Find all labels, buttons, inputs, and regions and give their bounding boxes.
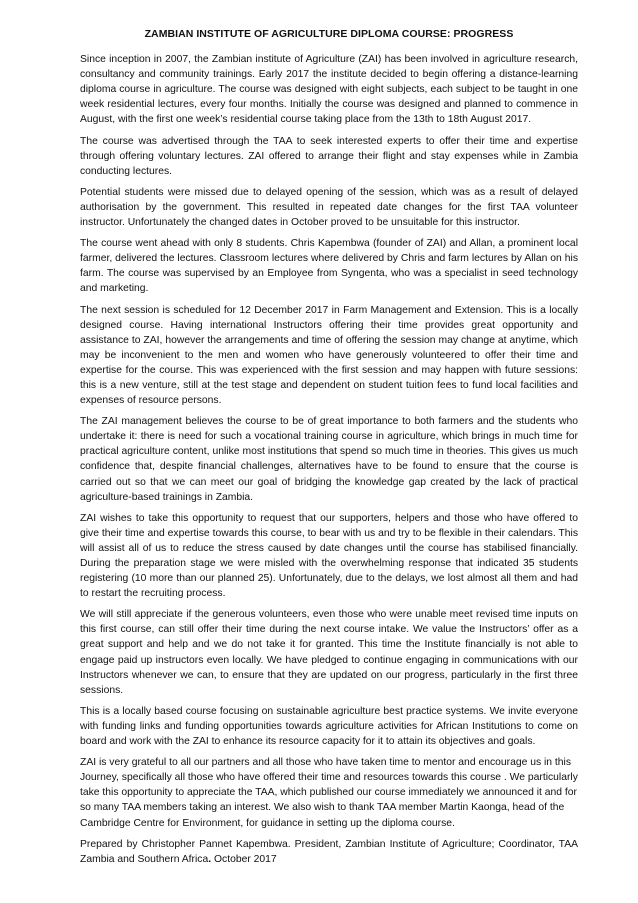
prepared-by-line [80,837,578,867]
prepared-by-dot: . [208,853,212,865]
paragraph-management-believes: The ZAI management believes the course to be of great importance to both farmers and the students who undertake it: there is need for such a vocational training course in agriculture, which brings in much time for practical agriculture content, unlike most institutions that spend so much time in theories. This gives us much confidence that, despite financial challenges, alternatives have to be found to ensure that the course is carried out so that we can meet our goal of bridging the knowledge gap created by the lack of practical agriculture-based trainings in Zambia. [80,416,578,503]
paragraph-next-session: The next session is scheduled for 12 December 2017 in Farm Management and Extension. This is a locally designed course. Having international Instructors offering their time provides great opportunity and assistance to ZAI, however the arrangements and time of offering the session may change at anytime, which may be inconvenient to the men and women who have generously volunteered to offer their time and expertise for the course. This was experienced with the first session and may happen with future sessions: this is a new venture, still at the test stage and dependent on student tuition fees to fund local facilities and expenses of resource persons. [80,304,578,407]
prepared-by-text: Prepared by Christopher Pannet Kapembwa. President, Zambian Institute of Agriculture; Coordinator, TAA Zambia and Southern Africa [80,838,578,865]
paragraph-gratitude: ZAI is very grateful to all our partners and all those who have taken time to mentor and encourage us in this Journey, specifically all those who have offered their time and resources towards this course . We particularly take this opportunity to appreciate the TAA, which published our course immediately we announced it and for so many TAA members taking an interest. We also wish to thank TAA member Martin Kaonga, head of the Cambridge Centre for Environment, for guidance in setting up the diploma course. [80,757,578,829]
paragraph-appreciate-volunteers: We will still appreciate if the generous volunteers, even those who were unable meet revised time inputs on this first course, can still offer their time during the next course intake. We value the Instructors’ offer as a great support and help and we do not take it for granted. This time the Institute financially is not able to engage paid up instructors even locally. We have pledged to continue engaging in communications with our Instructors whenever we can, to ensure that they are updated on our progress, particularly in the first three sessions. [80,609,578,696]
document-page [80,27,578,867]
paragraph-advertised: The course was advertised through the TAA to seek interested experts to offer their time and expertise through offering voluntary lectures. ZAI offered to arrange their flight and stay expenses while in Zambia conducting lectures. [80,135,578,177]
paragraph-invite-funding: This is a locally based course focusing on sustainable agriculture best practice systems. We invite everyone with funding links and funding opportunities towards agriculture activities for African Institutions to come on board and work with the ZAI to enhance its resource capacity for it to attain its objectives and goals. [80,705,578,748]
prepared-by-date: October 2017 [211,853,277,865]
paragraph-potential-students: Potential students were missed due to delayed opening of the session, which was as a result of delayed authorisation by the government. This resulted in repeated date changes for the first TAA volunteer instructor. Unfortunately the changed dates in October proved to be unsuitable for this instructor. [80,186,578,229]
paragraph-inception: Since inception in 2007, the Zambian institute of Agriculture (ZAI) has been involved in agriculture research, consultancy and community trainings. Early 2017 the institute decided to begin offering a distance-learning diploma course in agriculture. The course was designed with eight subjects, each subject to be taught in one week residential lectures, every four months. Initially the course was designed and planned to commence in August, with the first one week’s residential course taking place from the 13th to 18th August 2017. [80,54,578,126]
paragraph-course-went-ahead: The course went ahead with only 8 students. Chris Kapembwa (founder of ZAI) and Allan, a prominent local farmer, delivered the lectures. Classroom lectures where delivered by Chris and farm lectures by Allan on his farm. The course was supervised by an Employee from Syngenta, who was a specialist in seed technology and marketing. [80,238,578,295]
document-title: ZAMBIAN INSTITUTE OF AGRICULTURE DIPLOMA COURSE: PROGRESS [144,28,514,40]
paragraph-request-supporters: ZAI wishes to take this opportunity to request that our supporters, helpers and those who have offered to give their time and expertise towards this course, to bear with us and try to be flexible in their calendars. This will assist all of us to reduce the stress caused by date changes until the course has stabilised financially. During the preparation stage we were misled with the overwhelming response that indicated 35 students registering (10 more than our planned 25). Unfortunately, due to the delays, we lost almost all them and had to restart the recruiting process. [80,512,578,600]
